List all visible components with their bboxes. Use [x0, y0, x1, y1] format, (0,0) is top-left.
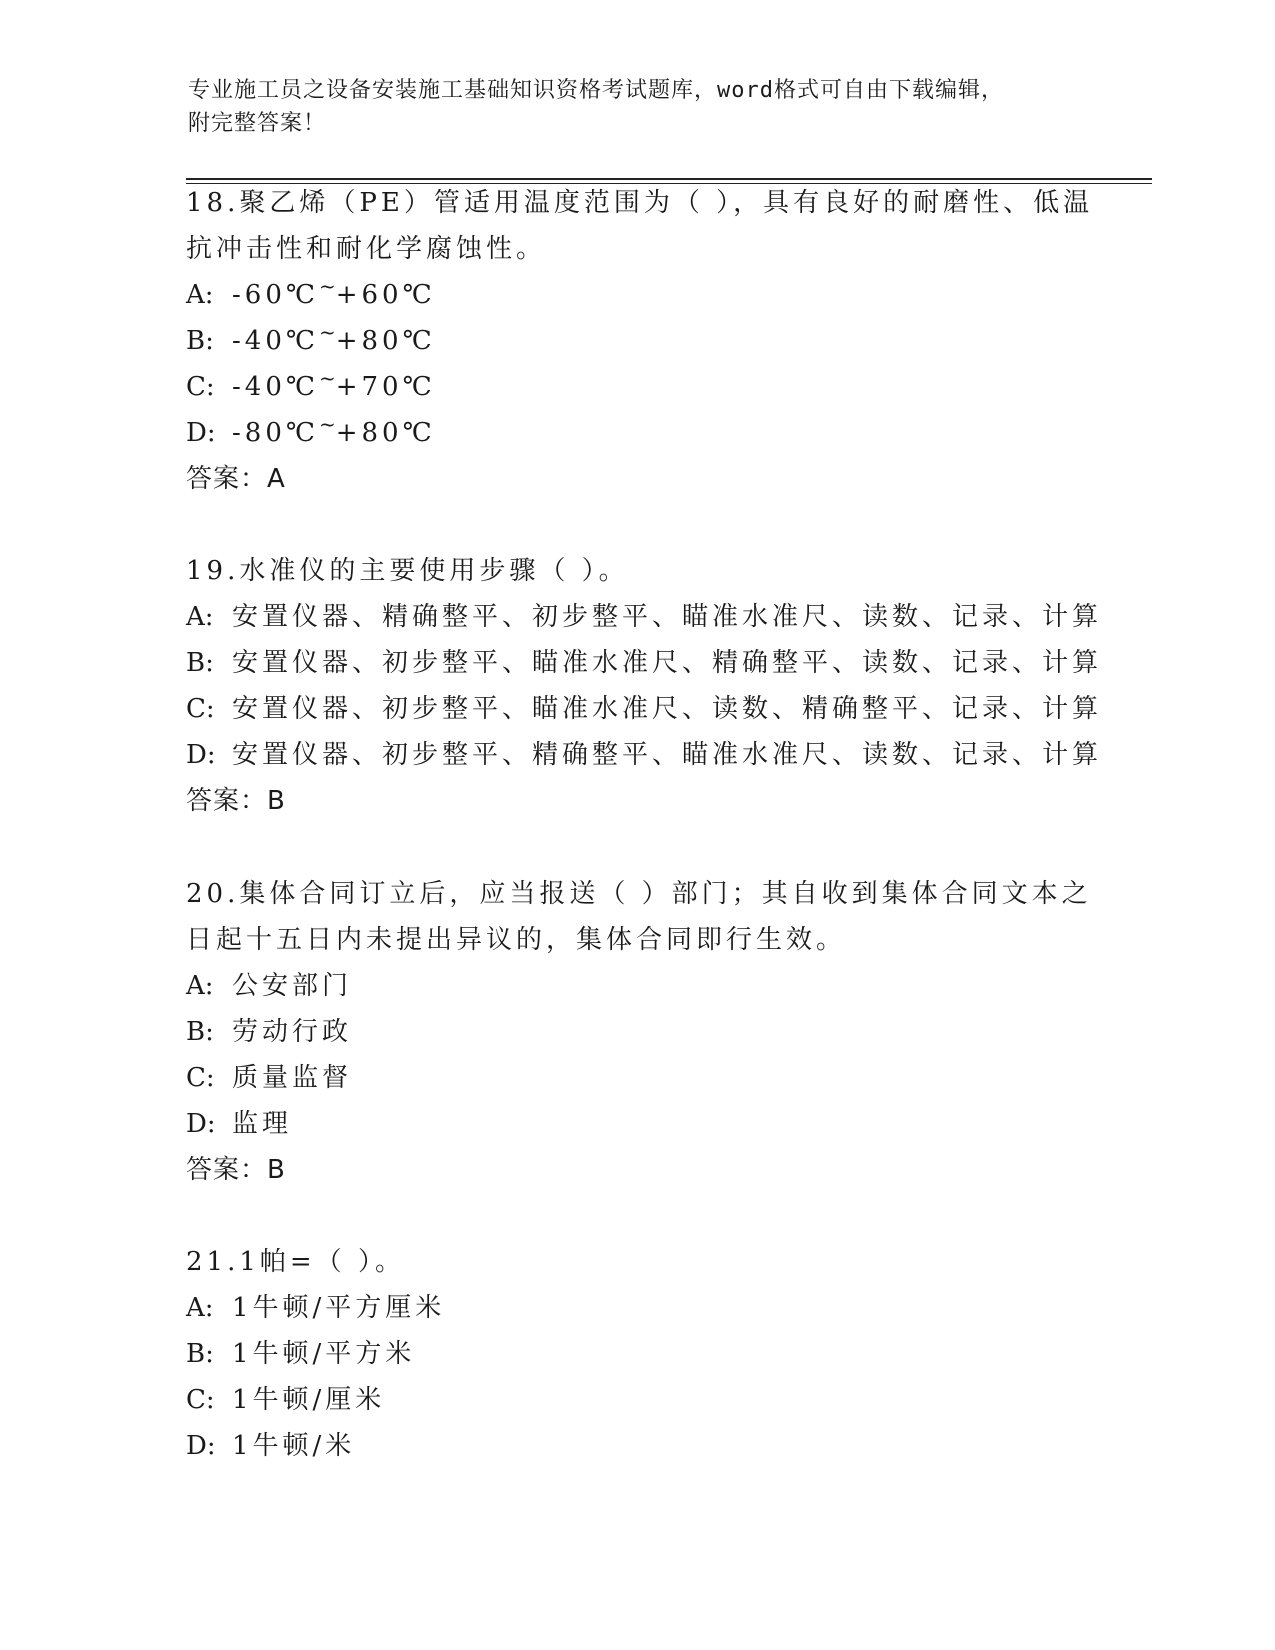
option-text: 安置仪器、初步整平、瞄准水准尺、读数、精确整平、记录、计算: [232, 694, 1103, 724]
option-d: [186, 1101, 1066, 1147]
header-line-1: 专业施工员之设备安装施工基础知识资格考试题库，word格式可自由下载编辑，: [188, 78, 1004, 103]
question-stem-line: 20.集体合同订立后，应当报送（ ）部门；其自收到集体合同文本之: [186, 879, 1092, 909]
question-stem-line: 抗冲击性和耐化学腐蚀性。: [186, 234, 547, 264]
option-text: 1牛顿/平方厘米: [232, 1293, 446, 1323]
option-text: 1牛顿/米: [232, 1431, 356, 1461]
option-text: 安置仪器、初步整平、精确整平、瞄准水准尺、读数、记录、计算: [232, 740, 1103, 770]
option-text: 安置仪器、初步整平、瞄准水准尺、精确整平、读数、记录、计算: [232, 648, 1103, 678]
answer-line: 答案：A: [186, 464, 286, 494]
question-stem-line: 18.聚乙烯（PE）管适用温度范围为（ ），具有良好的耐磨性、低温: [186, 188, 1094, 218]
option-text: +80℃: [335, 418, 436, 448]
option-a: [186, 594, 1103, 640]
tilde-mark: ~: [318, 366, 336, 390]
option-text: 安置仪器、精确整平、初步整平、瞄准水准尺、读数、记录、计算: [232, 602, 1103, 632]
option-d: [186, 1423, 1066, 1469]
tilde-mark: ~: [318, 412, 336, 436]
option-text: 1牛顿/厘米: [232, 1385, 386, 1415]
option-letter: A:: [186, 280, 214, 310]
question-stem-line: 21.1帕=（ ）。: [186, 1247, 405, 1277]
option-letter: D:: [186, 1109, 216, 1139]
option-text: 1牛顿/平方米: [232, 1339, 416, 1369]
answer-line: 答案：B: [186, 786, 286, 816]
option-letter: B:: [186, 1339, 214, 1369]
question-stem-line: 日起十五日内未提出异议的，集体合同即行生效。: [186, 925, 847, 955]
question-19: [186, 548, 1103, 824]
option-letter: C:: [186, 694, 215, 724]
option-text: 监理: [232, 1109, 293, 1139]
option-text: 公安部门: [232, 971, 353, 1001]
question-stem-line: 19.水准仪的主要使用步骤（ ）。: [186, 556, 629, 586]
option-c: [186, 1055, 1066, 1101]
option-c: [186, 364, 1066, 410]
option-text: +60℃: [335, 280, 436, 310]
option-d: [186, 732, 1103, 778]
header-line-2: 附完整答案！: [188, 111, 327, 136]
option-d: [186, 410, 1066, 456]
option-letter: A:: [186, 971, 214, 1001]
option-letter: D:: [186, 1431, 216, 1461]
option-letter: A:: [186, 1293, 214, 1323]
option-letter: C:: [186, 1063, 215, 1093]
question-18: [186, 180, 1094, 502]
option-b: [186, 1009, 1066, 1055]
question-21: [186, 1239, 1066, 1469]
option-letter: C:: [186, 1385, 215, 1415]
tilde-mark: ~: [318, 274, 336, 298]
option-b: [186, 640, 1103, 686]
option-text: 质量监督: [232, 1063, 353, 1093]
option-b: [186, 318, 1066, 364]
option-letter: B:: [186, 648, 214, 678]
option-a: [186, 963, 1066, 1009]
option-c: [186, 686, 1103, 732]
option-letter: B:: [186, 1017, 214, 1047]
option-c: [186, 1377, 1066, 1423]
option-letter: D:: [186, 418, 216, 448]
document-header: [188, 74, 1068, 140]
option-text: -60℃: [232, 280, 319, 310]
option-text: -40℃: [232, 372, 319, 402]
answer-line: 答案：B: [186, 1155, 286, 1185]
option-letter: A:: [186, 602, 214, 632]
option-a: [186, 272, 1066, 318]
option-b: [186, 1331, 1066, 1377]
option-text: -40℃: [232, 326, 319, 356]
option-text: +70℃: [335, 372, 436, 402]
option-letter: C:: [186, 372, 215, 402]
question-20: [186, 871, 1092, 1193]
option-text: -80℃: [232, 418, 319, 448]
option-a: [186, 1285, 1066, 1331]
option-text: +80℃: [335, 326, 436, 356]
option-text: 劳动行政: [232, 1017, 353, 1047]
option-letter: B:: [186, 326, 214, 356]
tilde-mark: ~: [318, 320, 336, 344]
option-letter: D:: [186, 740, 216, 770]
